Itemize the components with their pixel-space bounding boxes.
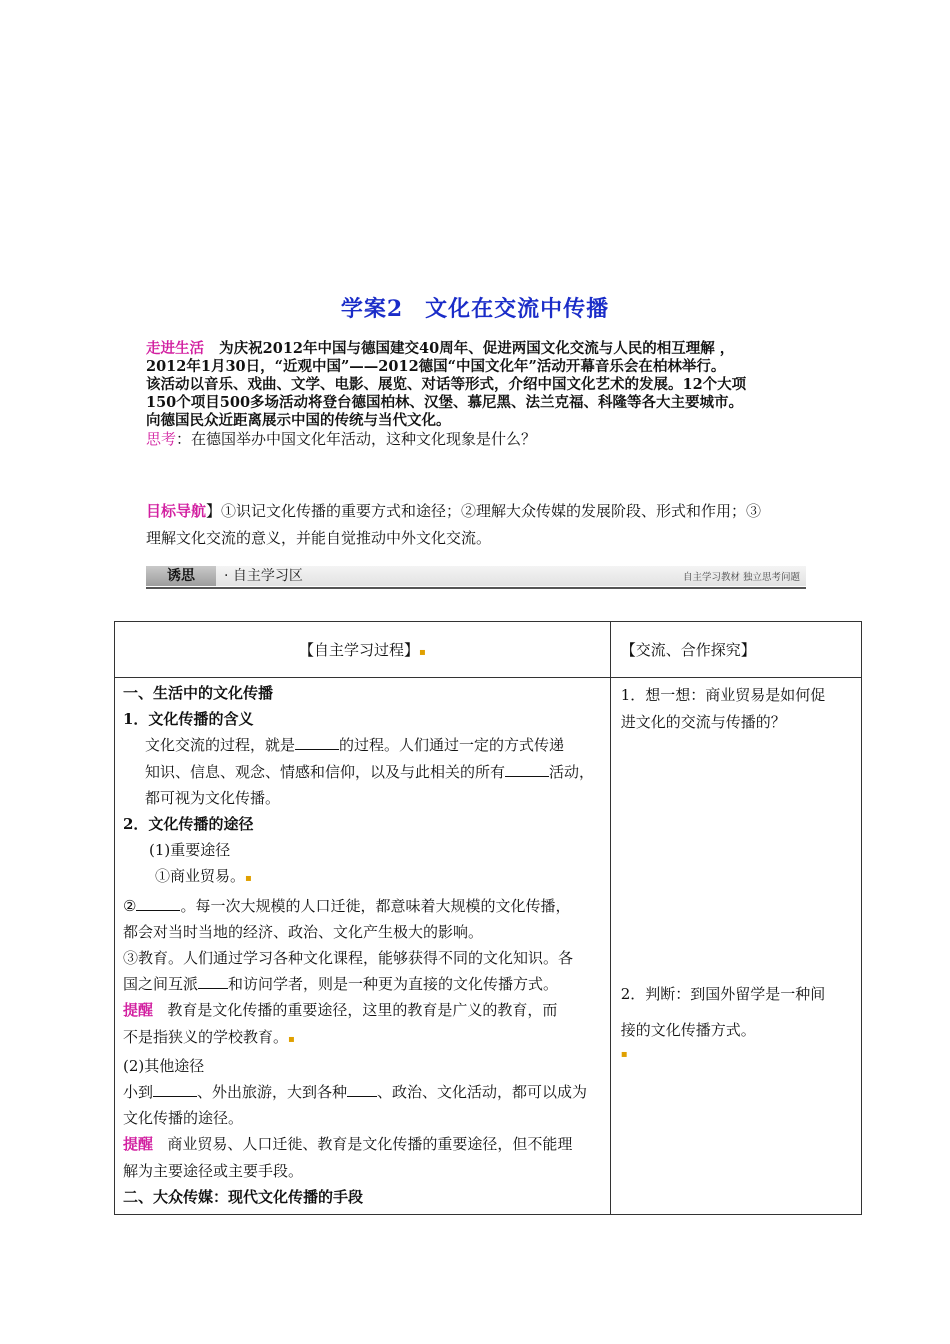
item2c: 都会对当时当地的经济、政治、文化产生极大的影响。	[123, 922, 484, 941]
item2b: 。每一次大规模的人口迁徙，都意味着大规模的文化传播，	[180, 896, 571, 915]
question-2	[621, 976, 853, 1062]
item3b: 国之间互派	[123, 975, 199, 994]
intro-line1: 为庆祝2012年中国与德国建交40周年、促进两国文化交流与人民的相互理解 ，	[219, 340, 735, 357]
item1: ①商业贸易。	[155, 867, 246, 886]
intro-label: 走进生活	[146, 340, 204, 357]
think-text: ：在德国举办中国文化年活动，这种文化现象是什么？	[176, 430, 537, 448]
q2b: 接的文化传播方式。	[620, 1021, 756, 1039]
other-d: 文化传播的途径。	[123, 1109, 244, 1128]
study-table	[114, 621, 862, 1215]
p1a: 文化交流的过程，就是	[145, 736, 296, 755]
banner-zone: · 自主学习区	[224, 568, 303, 584]
intro-line3: 该活动以音乐、戏曲、文学、电影、展览、对话等形式，介绍中国文化艺术的发展。12个大项	[146, 376, 747, 393]
intro-section	[146, 340, 826, 449]
sub2-heading: (2)其他途径	[123, 1056, 205, 1075]
blank-1[interactable]	[295, 735, 339, 750]
dot-mark: ▪	[288, 1033, 295, 1045]
p1d: 活动，	[549, 762, 595, 781]
right-header: 【交流、合作探究】	[610, 622, 861, 678]
p1b: 的过程。人们通过一定的方式传递	[339, 736, 565, 755]
banner-underline	[146, 587, 806, 589]
other-b: 、外出旅游，大到各种	[197, 1083, 348, 1102]
other-c: 、政治、文化活动，都可以成为	[377, 1083, 588, 1102]
title-part1: 学案2	[340, 296, 404, 322]
remind1a: 教育是文化传播的重要途径，这里的教育是广义的教育，而	[167, 1001, 558, 1020]
blank-5[interactable]	[153, 1082, 197, 1097]
p1c: 知识、信息、观念、情感和信仰，以及与此相关的所有	[145, 762, 506, 781]
goal-section	[146, 498, 826, 552]
blank-2[interactable]	[505, 762, 549, 777]
dot-mark: ▪	[418, 647, 426, 658]
remind2b: 解为主要途径或主要手段。	[123, 1161, 304, 1180]
question-1	[621, 682, 853, 736]
remind1b: 不是指狭义的学校教育。	[123, 1027, 289, 1046]
intro-line5: 向德国民众近距离展示中国的传统与当代文化。	[146, 412, 451, 429]
left-content-cell	[115, 678, 611, 1215]
dot-mark: ▪	[620, 1049, 628, 1060]
q2a: 2．判断：到国外留学是一种间	[620, 985, 826, 1003]
section2-heading: 二、大众传媒：现代文化传播的手段	[123, 1187, 364, 1206]
goal-line1: 】①识记文化传播的重要方式和途径；②理解大众传媒的发展阶段、形式和作用；③	[206, 502, 762, 520]
intro-line4: 150个项目500多场活动将登台德国柏林、汉堡、慕尼黑、法兰克福、科隆等各大主要城市。	[146, 394, 744, 411]
item3c: 和访问学者，则是一种更为直接的文化传播方式。	[228, 975, 559, 994]
section1-2-heading: 2．文化传播的途径	[123, 815, 254, 834]
remind2a: 商业贸易、人口迁徙、教育是文化传播的重要途径，但不能理	[167, 1135, 573, 1154]
other-a: 小到	[123, 1083, 154, 1102]
dot-mark: ▪	[245, 873, 252, 885]
remind-label-1: 提醒	[123, 1001, 154, 1020]
remind-label-2: 提醒	[123, 1135, 154, 1154]
p1e: 都可视为文化传播。	[145, 788, 281, 807]
section1-heading: 一、生活中的文化传播	[123, 684, 274, 702]
q1a: 1．想一想：商业贸易是如何促	[620, 686, 826, 704]
left-header-text: 【自主学习过程】	[298, 641, 419, 659]
blank-3[interactable]	[136, 896, 180, 911]
left-header	[115, 622, 611, 678]
title-part2: 文化在交流中传播	[425, 296, 610, 322]
item2a: ②	[123, 896, 137, 915]
banner-tab: 诱思	[146, 566, 216, 586]
item3a: ③教育。人们通过学习各种文化课程，能够获得不同的文化知识。各	[123, 949, 574, 968]
think-label: 思考	[146, 430, 177, 448]
intro-line2: 2012年1月30日，“近观中国”——2012德国“中国文化年”活动开幕音乐会在柏林举行。	[146, 358, 726, 375]
sub1-heading: (1)重要途径	[149, 841, 231, 860]
section1-1-heading: 1．文化传播的含义	[123, 710, 254, 729]
blank-6[interactable]	[347, 1082, 377, 1097]
page-title	[0, 292, 950, 323]
blank-4[interactable]	[198, 974, 228, 989]
goal-label: 目标导航	[146, 502, 207, 520]
goal-line2: 理解文化交流的意义，并能自觉推动中外文化交流。	[146, 529, 492, 547]
section-banner	[146, 566, 806, 590]
q1b: 进文化的交流与传播的？	[620, 713, 786, 731]
banner-right-text: 自主学习教材 独立思考问题	[682, 572, 800, 583]
right-content-cell	[610, 678, 861, 1215]
